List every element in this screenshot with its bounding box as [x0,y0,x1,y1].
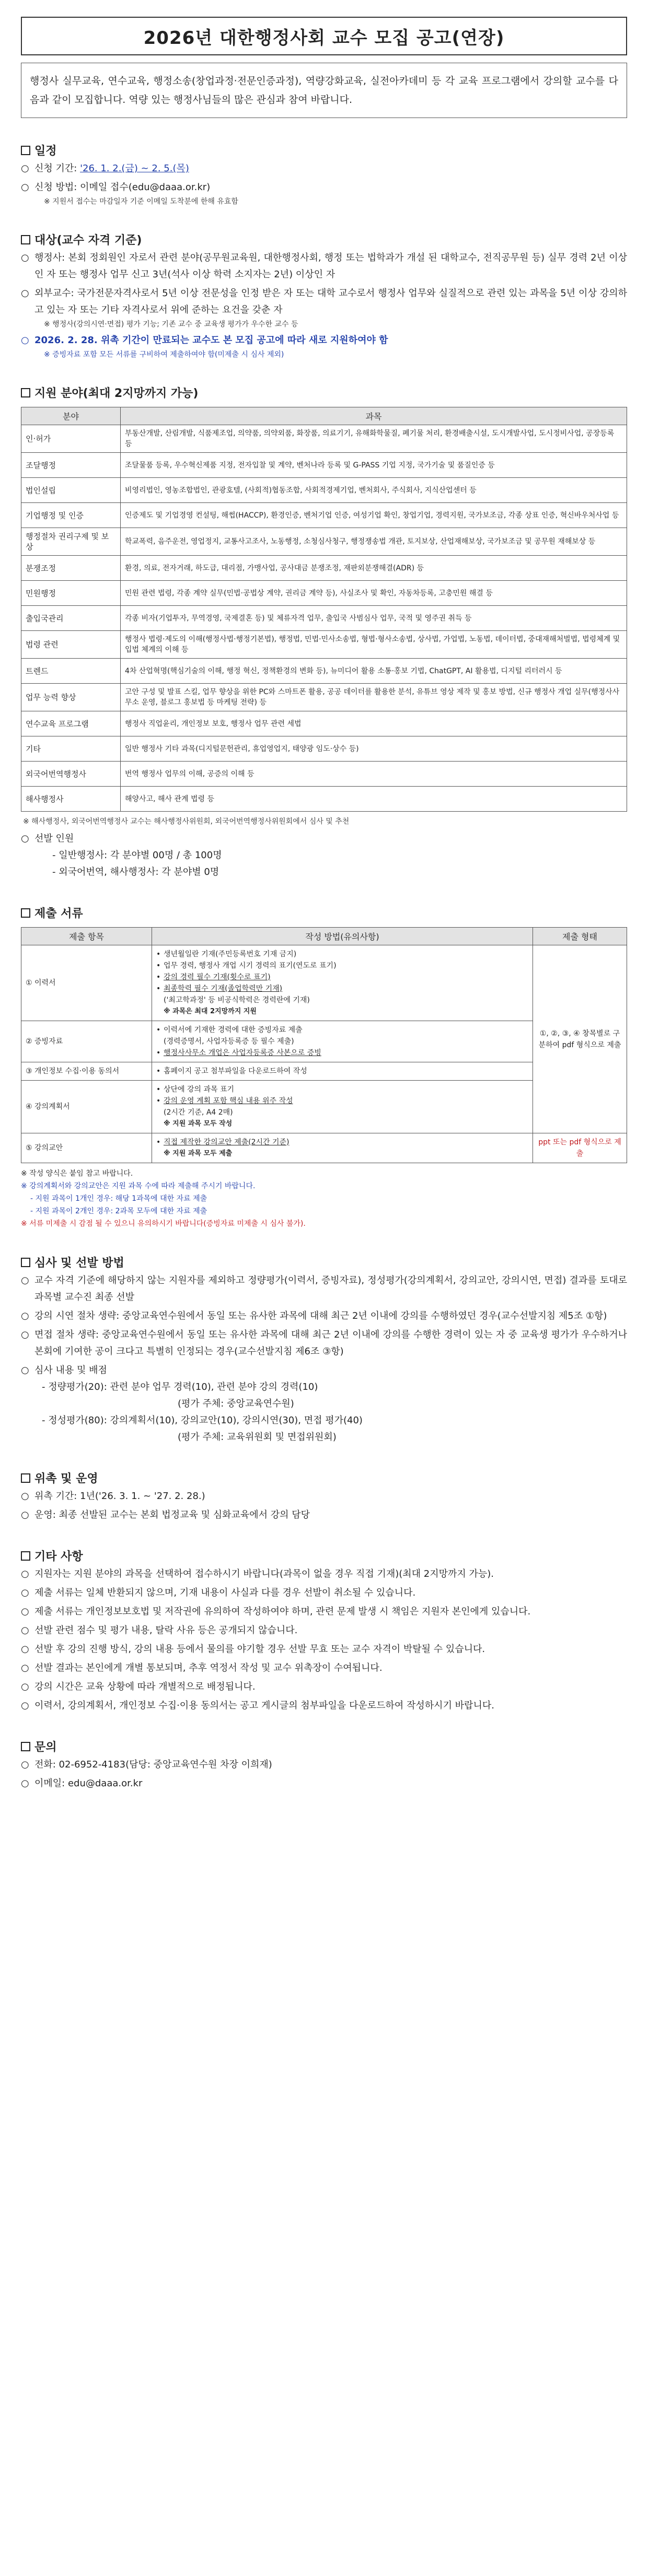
table-row: ② 증빙자료 • 이력서에 기재한 경력에 대한 증빙자료 제출 (경력증명서, 사업자등록증 등 필수 제출) • 행정사사무소 개업은 사업자등록증 사본으로 증빙 [21,1021,627,1062]
section-contact [21,1738,627,1792]
table-row: 외국어번역행정사 번역 행정사 업무의 이해, 공증의 이해 등 [21,762,627,787]
doc-note-2: ※ 강의계획서와 강의교안은 지원 과목 수에 따라 제출해 주시기 바랍니다. [21,1182,256,1190]
section-appointment [21,1470,627,1524]
table-row: 행정절차 권리구제 및 보상 학교폭력, 음주운전, 영업정지, 교통사고조사, 노동행정, 소청심사청구, 행정쟁송법 개관, 토지보상, 산업재해보상, 국가보조금 및 공무원 재해보상 등 [21,528,627,556]
section-schedule [21,142,627,207]
table-row: ④ 강의계획서 • 상단에 강의 과목 표기 • 강의 운영 계획 포함 핵심 내용 위주 작성 (2시간 기준, A4 2매) ※ 지원 과목 모두 작성 [21,1081,627,1133]
appoint-period: ○ 위촉 기간: 1년('26. 3. 1. ~ '27. 2. 28.) [21,1491,205,1502]
doc-note-5: ※ 서류 미제출 시 감점 될 수 있으니 유의하시기 바랍니다(증빙자료 미제출 시 심사 불가). [21,1220,306,1228]
appoint-operation: ○ 운영: 최종 선발된 교수는 본회 법정교육 및 심화교육에서 강의 담당 [21,1509,310,1520]
section-heading: 기타 사항 [21,1548,627,1564]
square-bullet-icon [21,235,30,244]
schedule-method: ○ 신청 방법: 이메일 접수(edu@daaa.or.kr) [21,182,211,193]
col-header-method: 작성 방법(유의사항) [152,928,533,945]
quota-title: ○ 선발 인원 [21,833,74,844]
square-bullet-icon [21,388,30,397]
etc-item: ○ 선발 후 강의 진행 방식, 강의 내용 등에서 물의를 야기할 경우 선발 무효 또는 교수 자격이 박탈될 수 있습니다. [21,1644,485,1655]
section-heading: 대상(교수 자격 기준) [21,231,627,248]
table-row: 업무 능력 향상 고안 구성 및 발표 스킬, 업무 향상을 위한 PC와 스마트폰 활용, 공공 데이터를 활용한 분석, 유튜브 영상 제작 및 홍보 방법, 신규 행정사 개업 실무(행정사사무소 운영, 블로그 홍보법 등 마케팅 전략) 등 [21,684,627,711]
eval-4: ○ 심사 내용 및 배점 [21,1365,107,1376]
eval-quant: - 정량평가(20): 관련 분야 업무 경력(10), 관련 분야 강의 경력(10) [42,1381,318,1392]
section-documents [21,905,627,1230]
schedule-period: ○ 신청 기간: '26. 1. 2.(금) ~ 2. 5.(목) [21,163,189,174]
square-bullet-icon [21,908,30,918]
table-row: ③ 개인정보 수집·이용 동의서 • 홈페이지 공고 첨부파일을 다운로드하여 작성 [21,1062,627,1081]
col-header-form: 제출 형태 [533,928,627,945]
col-header-subject: 과목 [121,407,627,425]
page-title: 2026년 대한행정사회 교수 모집 공고(연장) [21,17,627,55]
table-row: 해사행정사 해양사고, 해사 관계 법령 등 [21,787,627,812]
etc-item: ○ 제출 서류는 개인정보보호법 및 저작권에 유의하여 작성하여야 하며, 관련 문제 발생 시 책임은 지원자 본인에게 있습니다. [21,1606,531,1617]
table-row: 분쟁조정 환경, 의료, 전자거래, 하도급, 대리점, 가맹사업, 공사대금 분쟁조정, 재판외분쟁해결(ADR) 등 [21,556,627,581]
etc-item: ○ 선발 결과는 본인에게 개별 통보되며, 추후 역정서 작성 및 교수 위촉장이 수여됩니다. [21,1662,383,1673]
table-row: 법령 관련 행정사 법령·제도의 이해(행정사법·행정기본법), 행정법, 민법·민사소송법, 형법·형사소송법, 상사법, 가업법, 노동법, 데이터법, 중대재해처벌법, 법령체계 및 입법 체계의 이해 등 [21,631,627,659]
documents-table [21,927,627,1163]
eval-qual: - 정성평가(80): 강의계획서(10), 강의교안(10), 강의시연(30), 면접 평가(40) [42,1415,363,1426]
form-last: ppt 또는 pdf 형식으로 제출 [533,1133,627,1163]
etc-item: ○ 제출 서류는 일체 반환되지 않으며, 기재 내용이 사실과 다를 경우 선발이 취소될 수 있습니다. [21,1587,416,1598]
section-heading: 문의 [21,1738,627,1754]
doc-note-1: ※ 작성 양식은 붙임 참고 바랍니다. [21,1169,133,1178]
section-etc [21,1548,627,1714]
table-row: 조달행정 조달물품 등록, 우수혁신제품 지정, 전자입찰 및 계약, 벤처나라 등록 및 G-PASS 기업 지정, 국가기술 및 품질인증 등 [21,453,627,478]
table-row: 기타 일반 행정사 기타 과목(디지털문헌관리, 휴업영업지, 태양광 임도·상수 등) [21,736,627,762]
table-row: 민원행정 민원 관련 법령, 각종 계약 실무(민법·공법상 계약, 권리금 계약 등), 사실조사 및 확인, 자동차등록, 고충민원 해결 등 [21,581,627,606]
table-row: 기업행정 및 인증 인증제도 및 기업경영 컨설팅, 해썹(HACCP), 환경인증, 벤처기업 인증, 여성기업 확인, 창업기업, 경력지원, 국가보조금, 각종 상표 인증, 혁신바우처사업 등 [21,503,627,528]
schedule-note: ※ 지원서 접수는 마감일자 기준 이메일 도착분에 한해 유효함 [44,197,238,206]
section-heading: 제출 서류 [21,905,627,921]
table-row: 출입국관리 각종 비자(기업투자, 무역경영, 국제결혼 등) 및 체류자격 업무, 출입국 사범심사 업무, 국적 및 영주권 취득 등 [21,606,627,631]
square-bullet-icon [21,1551,30,1561]
eval-qual-subject: (평가 주체: 교육위원회 및 면접위원회) [178,1432,337,1443]
table-row: 법인설립 비영리법인, 영농조합법인, 관광호텔, (사회적)협동조합, 사회적경제기업, 벤처회사, 주식회사, 지식산업센터 등 [21,478,627,503]
section-heading: 지원 분야(최대 2지망까지 가능) [21,384,627,401]
contact-email[interactable]: ○ 이메일: edu@daaa.or.kr [21,1778,143,1789]
square-bullet-icon [21,1258,30,1267]
qual-renewal: ○ 2026. 2. 28. 위촉 기간이 만료되는 교수도 본 모집 공고에 따라 새로 지원하여야 함 [21,335,388,346]
col-header-item: 제출 항목 [21,928,152,945]
contact-phone: ○ 전화: 02-6952-4183(담당: 중앙교육연수원 차장 이희재) [21,1759,272,1770]
qual-admin: ○ 행정사: 본회 정회원인 자로서 관련 분야(공무원교육원, 대한행정사회, 행정 또는 법학과가 개설 된 대학교수, 전직공무원 등) 실무 경력 2년 이상인 자 또는 행정사 업무 신고 3년(석사 이상 학력 소지자는 2년) 이상인 자 [21,252,627,280]
square-bullet-icon [21,146,30,155]
eval-quant-subject: (평가 주체: 중앙교육연수원) [178,1398,294,1409]
etc-item: ○ 지원자는 지원 분야의 과목을 선택하여 접수하시기 바랍니다(과목이 없을 경우 직접 기재)(최대 2지망까지 가능). [21,1568,494,1579]
section-heading: 위촉 및 운영 [21,1470,627,1486]
qual-note: ※ 행정사(강의시연·면접) 평가 기능; 기존 교수 중 교육생 평가가 우수한 교수 등 [44,320,298,329]
section-qualification [21,231,627,360]
table-row: 트렌드 4차 산업혁명(핵심기술의 이해, 행정 혁신, 정책환경의 변화 등), 뉴미디어 활용 소통·홍보 기법, ChatGPT, AI 활용법, 디지털 리터러시 등 [21,659,627,684]
etc-item: ○ 강의 시간은 교육 상황에 따라 개별적으로 배정됩니다. [21,1681,256,1692]
section-fields [21,384,627,881]
qual-external: ○ 외부교수: 국가전문자격사로서 5년 이상 전문성을 인정 받은 자 또는 대학 교수로서 행정사 업무와 실질적으로 관련 있는 과목을 5년 이상 강의하고 있는 자 또는 기타 자격사로서 위에 준하는 요건을 갖춘 자 [21,288,627,315]
square-bullet-icon [21,1473,30,1483]
doc-note-3: - 지원 과목이 1개인 경우: 해당 1과목에 대한 자료 제출 [30,1195,207,1203]
square-bullet-icon [21,1742,30,1751]
section-evaluation [21,1254,627,1446]
table-row: 연수교육 프로그램 행정사 직업윤리, 개인정보 보호, 행정사 업무 관련 세법 [21,711,627,736]
section-heading: 일정 [21,142,627,158]
table-row: ⑤ 강의교안 • 직접 제작한 강의교안 제출(2시간 기준) ※ 지원 과목 모두 제출 ppt 또는 pdf 형식으로 제출 [21,1133,627,1163]
intro-box: 행정사 실무교육, 연수교육, 행정소송(창업과정·전문인증과정), 역량강화교육, 실전아카데미 등 각 교육 프로그램에서 강의할 교수를 다음과 같이 모집합니다. 역량 있는 행정사님들의 많은 관심과 참여 바랍니다. [21,63,627,118]
fields-note: ※ 해사행정사, 외국어번역행정사 교수는 해사행정사위원회, 외국어번역행정사위원회에서 심사 및 추천 [23,817,350,826]
quota-special: - 외국어번역, 해사행정사: 각 분야별 0명 [52,867,219,877]
etc-item: ○ 이력서, 강의계획서, 개인정보 수집·이용 동의서는 공고 게시글의 첨부파일을 다운로드하여 작성하시기 바랍니다. [21,1700,494,1711]
section-heading: 심사 및 선발 방법 [21,1254,627,1270]
eval-3: ○ 면접 절차 생략: 중앙교육연수원에서 동일 또는 유사한 과목에 대해 최근 2년 이내에 강의를 수행한 경력이 있는 자 중 교육생 평가가 우수하거나 본회에 기여한 공이 크다고 특별히 인정되는 경우(교수선발지침 제6조 ③항) [21,1329,627,1357]
quota-general: - 일반행정사: 각 분야별 00명 / 총 100명 [52,850,222,861]
qual-renewal-note: ※ 증빙자료 포함 모든 서류를 구비하여 제출하여야 함(미제출 시 심사 제외) [44,350,284,359]
table-row: ① 이력서 • 생년월일란 기재(주민등록번호 기재 금지) • 업무 경력, 행정사 개업 시기 경력의 표기(연도로 표기) • 강의 경력 필수 기재(횟수로 표기) • 최종학력 필수 기재(졸업학력만 기재) ('최고학과정' 등 비공식학력은 경력란에 기재) ※ 과목은 최대 2지망까지 지원 ①, ②, ③, ④ 창목별로 구분하여 pdf 형식으로 제출 [21,945,627,1021]
fields-table [21,407,627,812]
etc-item: ○ 선발 관련 점수 및 평가 내용, 탈락 사유 등은 공개되지 않습니다. [21,1625,298,1636]
form-main: ①, ②, ③, ④ 창목별로 구분하여 pdf 형식으로 제출 [533,945,627,1133]
table-row: 인·허가 부동산개발, 산림개발, 식품제조업, 의약품, 의약외품, 화장품, 의료기기, 유해화학물질, 폐기물 처리, 환경배출시설, 도시개발사업, 도시정비사업, 공장등록 등 [21,425,627,453]
doc-note-4: - 지원 과목이 2개인 경우: 2과목 모두에 대한 자료 제출 [30,1207,207,1215]
col-header-field: 분야 [21,407,121,425]
eval-2: ○ 강의 시연 절차 생략: 중앙교육연수원에서 동일 또는 유사한 과목에 대해 최근 2년 이내에 강의를 수행하였던 경우(교수선발지침 제5조 ①항) [21,1310,607,1321]
eval-1: ○ 교수 자격 기준에 해당하지 않는 지원자를 제외하고 정량평가(이력서, 증빙자료), 정성평가(강의계획서, 강의교안, 강의시연, 면접) 결과를 토대로 과목별 교수진 최종 선발 [21,1275,627,1303]
